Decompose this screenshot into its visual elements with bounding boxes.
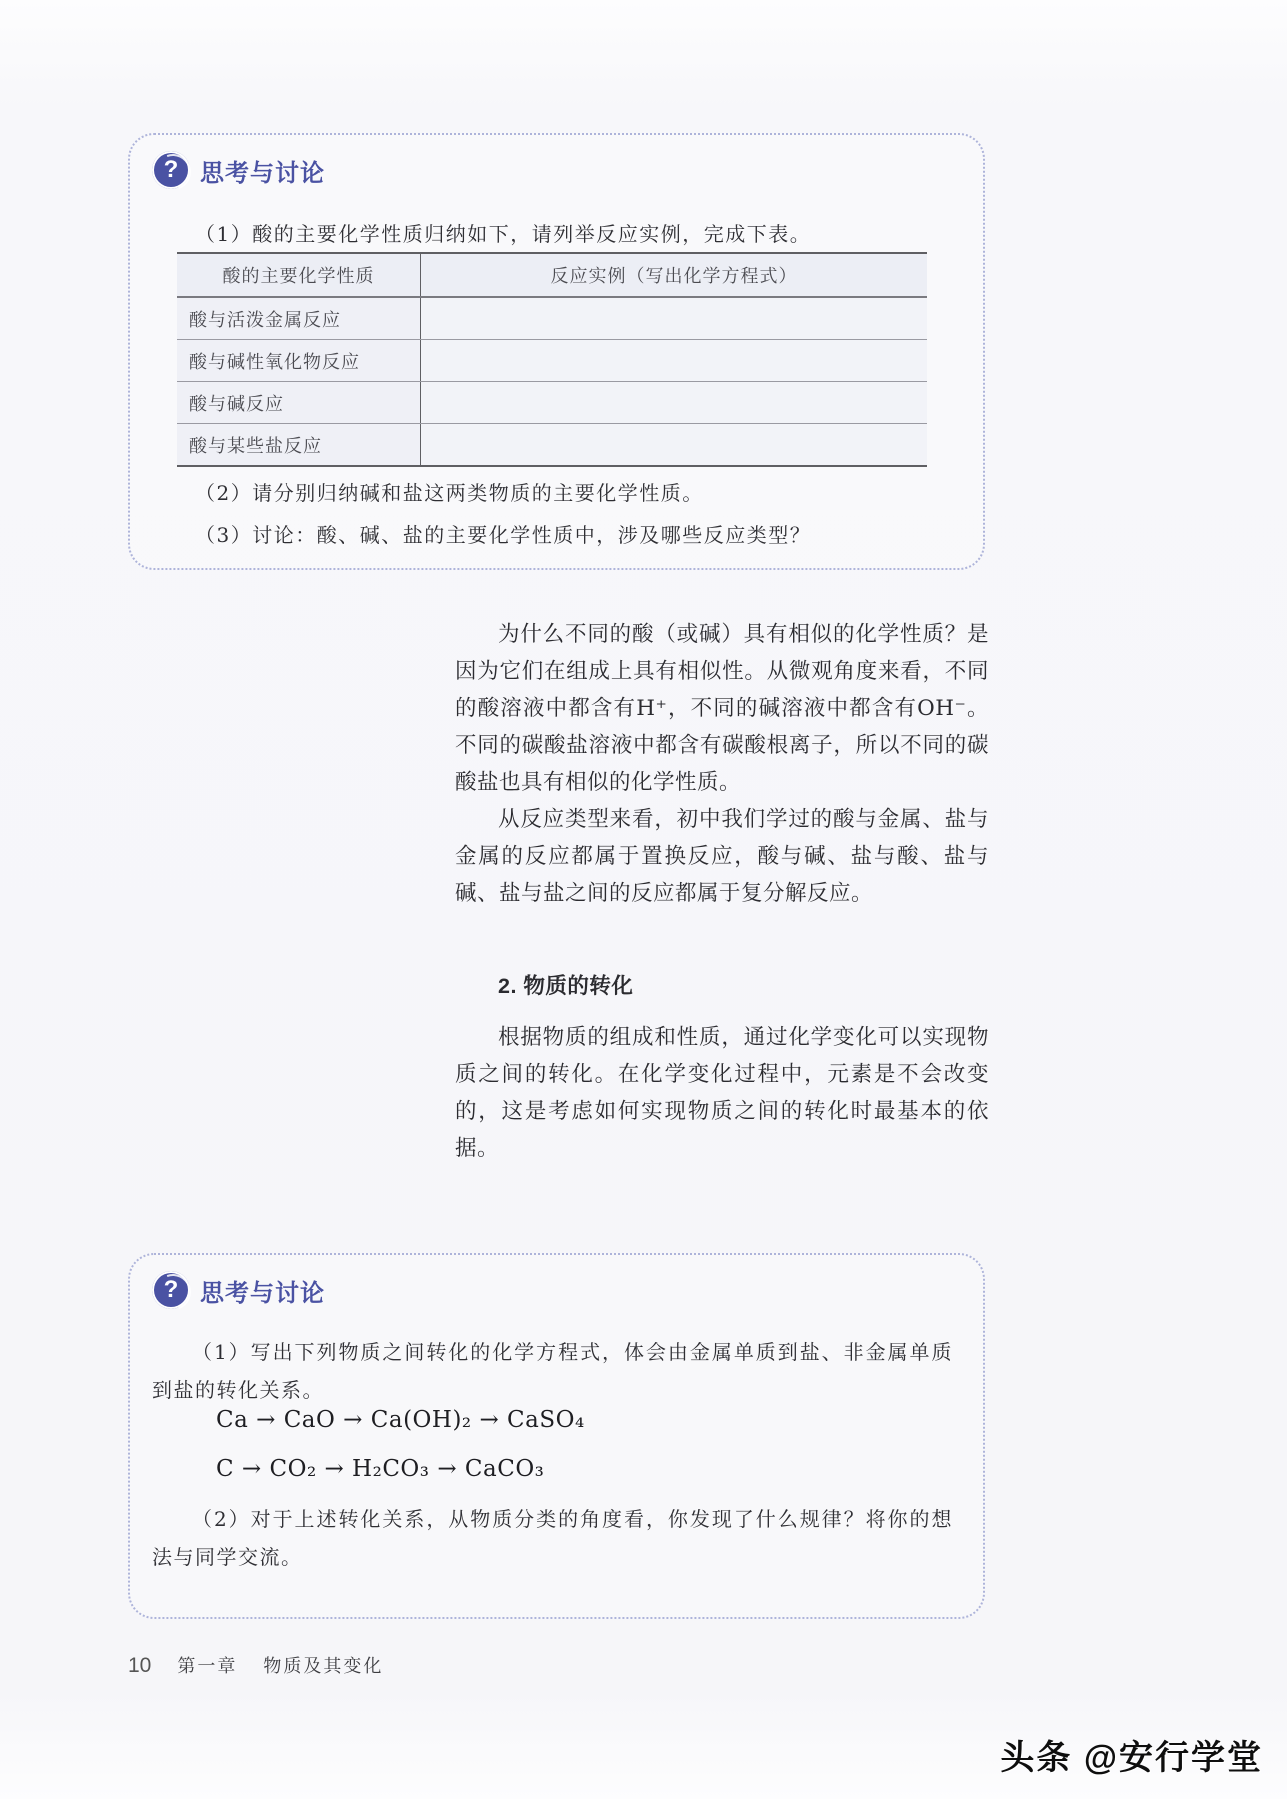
- main-text-column: [455, 616, 989, 1167]
- table-header-row: [177, 253, 927, 297]
- box1-item-1: （1）酸的主要化学性质归纳如下，请列举反应实例，完成下表。: [195, 222, 812, 246]
- watermark: 头条 @安行学堂: [1000, 1739, 1263, 1777]
- page-footer: [128, 1652, 383, 1678]
- page-number: 10: [128, 1654, 152, 1677]
- question-badge-icon: ?: [152, 151, 190, 189]
- table-cell-example: [421, 424, 928, 467]
- table-cell-example: [421, 297, 928, 340]
- body-paragraph-3: 根据物质的组成和性质，通过化学变化可以实现物质之间的转化。在化学变化过程中，元素是不会改变的，这是考虑如何实现物质之间的转化时最基本的依据。: [455, 1025, 989, 1161]
- table-cell-example: [421, 382, 928, 424]
- box2-item-1: （1）写出下列物质之间转化的化学方程式，体会由金属单质到盐、非金属单质到盐的转化关系。: [152, 1340, 953, 1402]
- table-cell-property: 酸与活泼金属反应: [177, 297, 421, 340]
- equation-ca-chain: Ca → CaO → Ca(OH)₂ → CaSO₄: [216, 1407, 585, 1433]
- table-header-example: 反应实例（写出化学方程式）: [421, 253, 928, 297]
- table-row: [177, 340, 927, 382]
- box1-title: 思考与讨论: [200, 159, 325, 187]
- acid-properties-table: [177, 252, 927, 467]
- table-cell-property: 酸与某些盐反应: [177, 424, 421, 467]
- table-header-property: 酸的主要化学性质: [177, 253, 421, 297]
- body-paragraph-1: 为什么不同的酸（或碱）具有相似的化学性质？是因为它们在组成上具有相似性。从微观角度来看，不同的酸溶液中都含有H⁺，不同的碱溶液中都含有OH⁻。不同的碳酸盐溶液中都含有碳酸根离子，所以不同的碳酸盐也具有相似的化学性质。: [455, 622, 989, 795]
- box1-title-row: [152, 151, 325, 189]
- table-cell-property: 酸与碱反应: [177, 382, 421, 424]
- body-paragraph-2: 从反应类型来看，初中我们学过的酸与金属、盐与金属的反应都属于置换反应，酸与碱、盐与酸、盐与碱、盐与盐之间的反应都属于复分解反应。: [455, 807, 989, 906]
- think-discuss-box-2: [128, 1253, 985, 1619]
- section-heading-transformation: 2. 物质的转化: [498, 974, 634, 998]
- box1-item-3: （3）讨论：酸、碱、盐的主要化学性质中，涉及哪些反应类型？: [195, 523, 812, 547]
- think-discuss-box-1: [128, 133, 985, 570]
- chapter-label: 第一章: [177, 1656, 238, 1677]
- question-badge-icon: ?: [152, 1271, 190, 1309]
- table-row: [177, 382, 927, 424]
- table-row: [177, 424, 927, 467]
- box2-title: 思考与讨论: [200, 1279, 325, 1307]
- table-cell-property: 酸与碱性氧化物反应: [177, 340, 421, 382]
- box2-title-row: [152, 1271, 325, 1309]
- equation-c-chain: C → CO₂ → H₂CO₃ → CaCO₃: [216, 1456, 545, 1482]
- chapter-title: 物质及其变化: [263, 1656, 384, 1677]
- table-cell-example: [421, 340, 928, 382]
- table-row: [177, 297, 927, 340]
- box2-item-2: （2）对于上述转化关系，从物质分类的角度看，你发现了什么规律？将你的想法与同学交流。: [152, 1507, 953, 1569]
- box1-item-2: （2）请分别归纳碱和盐这两类物质的主要化学性质。: [195, 481, 704, 505]
